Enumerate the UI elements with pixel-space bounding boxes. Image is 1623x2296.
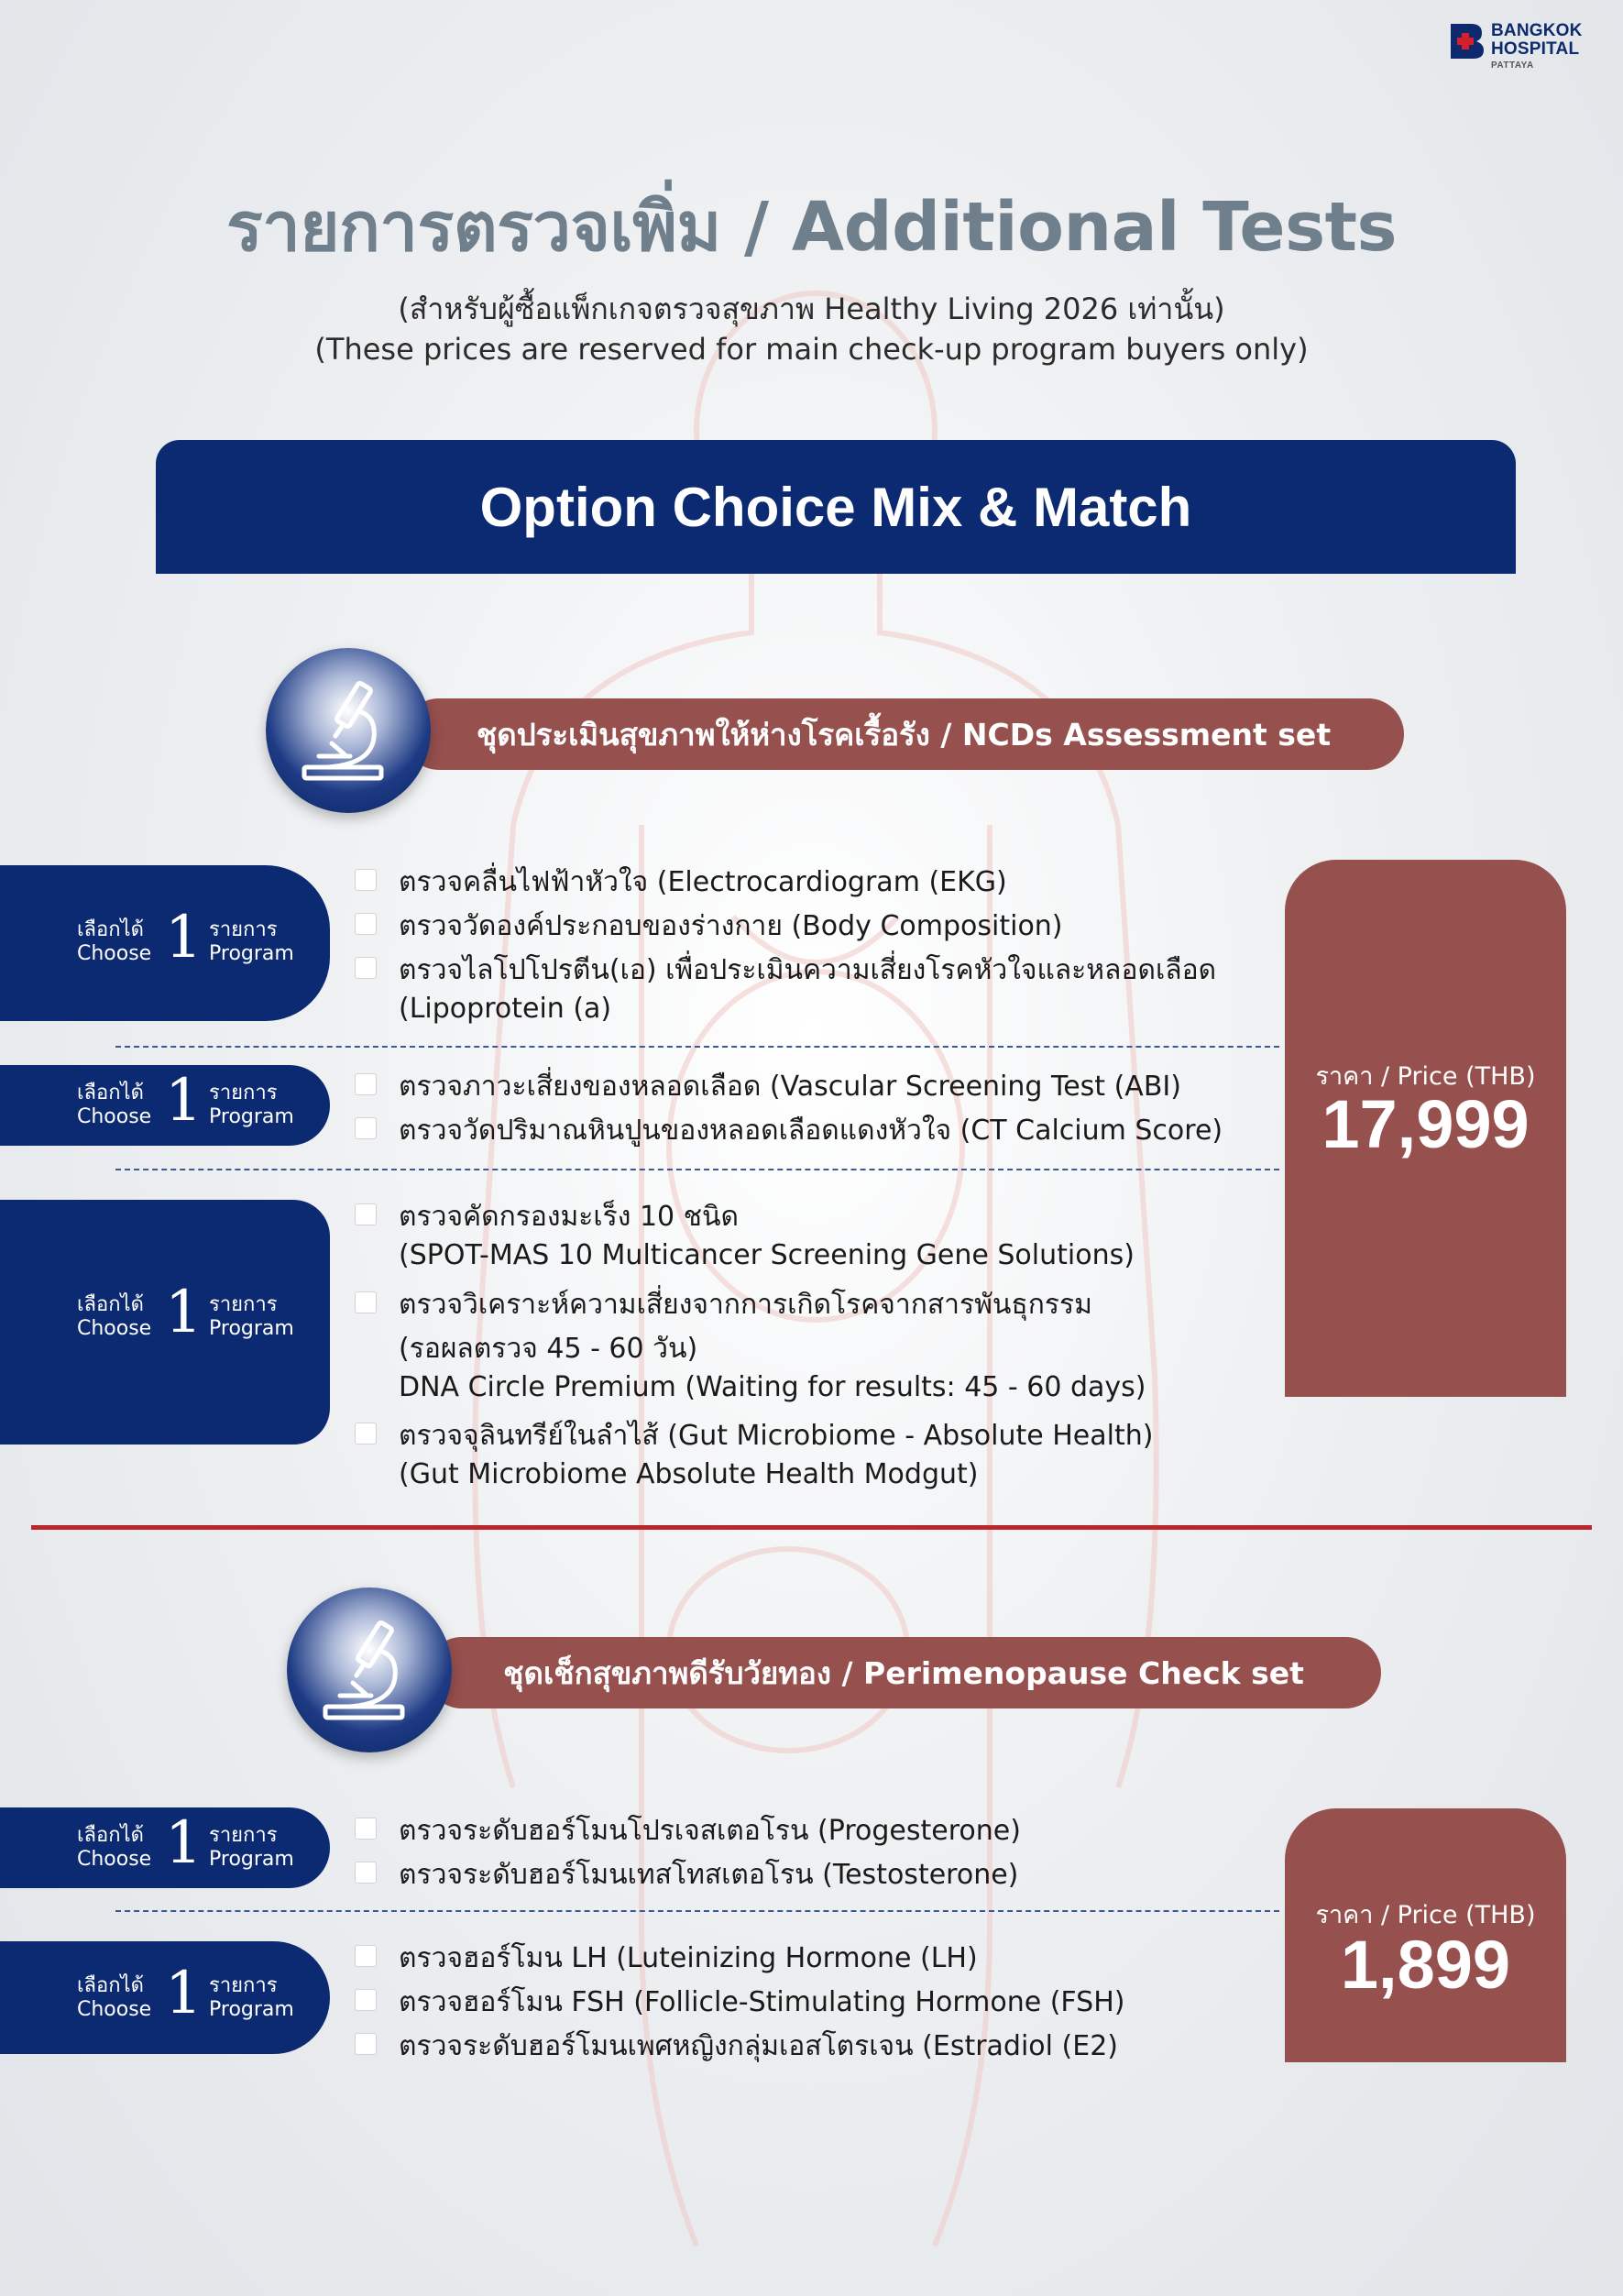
choose-unit-th: รายการ — [209, 1824, 278, 1847]
checkbox[interactable] — [355, 1989, 377, 2011]
hospital-logo — [1451, 22, 1597, 73]
item-label: ตรวจวัดองค์ประกอบของร่างกาย (Body Composition) — [399, 910, 1063, 942]
choose-label-en: Choose — [77, 1998, 152, 2021]
item-label: ตรวจวัดปริมาณหินปูนของหลอดเลือดแดงหัวใจ (CT Calcium Score) — [399, 1115, 1223, 1147]
choose-tab — [0, 1941, 330, 2054]
group-divider — [115, 1910, 1279, 1912]
section-title-ncds-label: ชุดประเมินสุขภาพให้ห่างโรคเรื้อรัง / NCDs Assessment set — [476, 716, 1332, 753]
checkbox[interactable] — [355, 1423, 377, 1445]
item-label: ตรวจคลื่นไฟฟ้าหัวใจ (Electrocardiogram (EKG) — [399, 866, 1007, 898]
option-banner-label: Option Choice Mix & Match — [479, 476, 1192, 538]
item-label: ตรวจระดับฮอร์โมนเทสโทสเตอโรน (Testosterone) — [399, 1859, 1019, 1891]
checkbox[interactable] — [355, 869, 377, 891]
price-value: 17,999 — [1321, 1086, 1530, 1162]
option-banner — [156, 440, 1516, 574]
section-divider — [31, 1525, 1592, 1530]
choose-tab — [0, 865, 330, 1021]
choose-label-en: Choose — [77, 1317, 152, 1340]
subtitle-thai: (สำหรับผู้ซื้อแพ็กเกจตรวจสุขภาพ Healthy Living 2026 เท่านั้น) — [398, 291, 1225, 326]
checkbox[interactable] — [355, 1203, 377, 1225]
group-divider — [115, 1046, 1279, 1048]
price-label: ราคา / Price (THB) — [1315, 1062, 1536, 1091]
section-title-perimenopause-label: ชุดเช็กสุขภาพดีรับวัยทอง / Perimenopause Check set — [503, 1654, 1304, 1691]
checkbox[interactable] — [355, 913, 377, 935]
choose-label-th: เลือกได้ — [77, 918, 144, 941]
price-value: 1,899 — [1340, 1927, 1511, 2003]
choose-unit-en: Program — [209, 1998, 294, 2021]
section-title-ncds — [403, 698, 1404, 770]
choose-tab — [0, 1065, 330, 1146]
price-box — [1285, 1808, 1566, 2062]
hospital-cross-icon — [1451, 24, 1484, 59]
item-continuation: (Gut Microbiome Absolute Health Modgut) — [399, 1458, 979, 1490]
logo-text-line3: PATTAYA — [1491, 60, 1534, 71]
item-continuation: (SPOT-MAS 10 Multicancer Screening Gene Solutions) — [399, 1239, 1135, 1271]
choose-unit-th: รายการ — [209, 918, 278, 941]
choose-unit-en: Program — [209, 1105, 294, 1128]
price-box — [1285, 860, 1566, 1397]
item-label: ตรวจภาวะเสี่ยงของหลอดเลือด (Vascular Screening Test (ABI) — [399, 1071, 1181, 1103]
choose-unit-th: รายการ — [209, 1974, 278, 1997]
choose-unit-en: Program — [209, 1848, 294, 1871]
item-label: ตรวจฮอร์โมน FSH (Follicle-Stimulating Hormone (FSH) — [399, 1986, 1125, 2018]
choose-count: 1 — [165, 1067, 203, 1135]
choose-unit-th: รายการ — [209, 1082, 278, 1104]
item-label: ตรวจวิเคราะห์ความเสี่ยงจากการเกิดโรคจากสารพันธุกรรม — [399, 1289, 1092, 1321]
checkbox[interactable] — [355, 1291, 377, 1313]
item-label: ตรวจระดับฮอร์โมนโปรเจสเตอโรน (Progesterone) — [399, 1815, 1021, 1847]
checkbox[interactable] — [355, 1073, 377, 1095]
choose-count: 1 — [165, 904, 203, 972]
section-icon-circle — [266, 648, 431, 813]
choose-unit-en: Program — [209, 1317, 294, 1340]
microscope-icon — [322, 1619, 417, 1721]
item-label: ตรวจระดับฮอร์โมนเพศหญิงกลุ่มเอสโตรเจน (Estradiol (E2) — [399, 2030, 1118, 2062]
subtitle-english: (These prices are reserved for main check-up program buyers only) — [314, 332, 1309, 367]
checkbox[interactable] — [355, 1945, 377, 1967]
choose-label-th: เลือกได้ — [77, 1293, 144, 1316]
choose-count: 1 — [165, 1279, 203, 1346]
checkbox[interactable] — [355, 1818, 377, 1840]
choose-tab — [0, 1200, 330, 1445]
checkbox[interactable] — [355, 1117, 377, 1139]
choose-count: 1 — [165, 1809, 203, 1877]
item-label: ตรวจคัดกรองมะเร็ง 10 ชนิด — [399, 1201, 740, 1233]
section-title-perimenopause — [426, 1637, 1381, 1708]
choose-unit-en: Program — [209, 942, 294, 965]
item-continuation: (รอผลตรวจ 45 - 60 วัน) — [399, 1333, 698, 1365]
choose-count: 1 — [165, 1960, 203, 2027]
item-label: ตรวจจุลินทรีย์ในลำไส้ (Gut Microbiome - Absolute Health) — [399, 1420, 1154, 1452]
checkbox[interactable] — [355, 1862, 377, 1884]
item-continuation: (Lipoprotein (a) — [399, 993, 612, 1025]
checkbox[interactable] — [355, 2033, 377, 2055]
choose-label-en: Choose — [77, 1105, 152, 1128]
choose-unit-th: รายการ — [209, 1293, 278, 1316]
page-title: รายการตรวจเพิ่ม / Additional Tests — [225, 188, 1398, 267]
logo-text-line2: HOSPITAL — [1491, 39, 1580, 59]
choose-label-en: Choose — [77, 942, 152, 965]
choose-label-th: เลือกได้ — [77, 1082, 144, 1104]
item-label: ตรวจฮอร์โมน LH (Luteinizing Hormone (LH) — [399, 1942, 978, 1974]
choose-tab — [0, 1807, 330, 1888]
microscope-icon — [301, 679, 396, 782]
item-label: ตรวจไลโปโปรตีน(เอ) เพื่อประเมินความเสี่ยงโรคหัวใจและหลอดเลือด — [399, 954, 1217, 986]
section-icon-circle — [287, 1587, 452, 1752]
logo-text-line1: BANGKOK — [1491, 21, 1583, 40]
choose-label-en: Choose — [77, 1848, 152, 1871]
checkbox[interactable] — [355, 957, 377, 979]
group-divider — [115, 1169, 1279, 1170]
choose-label-th: เลือกได้ — [77, 1974, 144, 1997]
item-continuation: DNA Circle Premium (Waiting for results: 45 - 60 days) — [399, 1371, 1146, 1403]
price-label: ราคา / Price (THB) — [1315, 1901, 1536, 1929]
choose-label-th: เลือกได้ — [77, 1824, 144, 1847]
